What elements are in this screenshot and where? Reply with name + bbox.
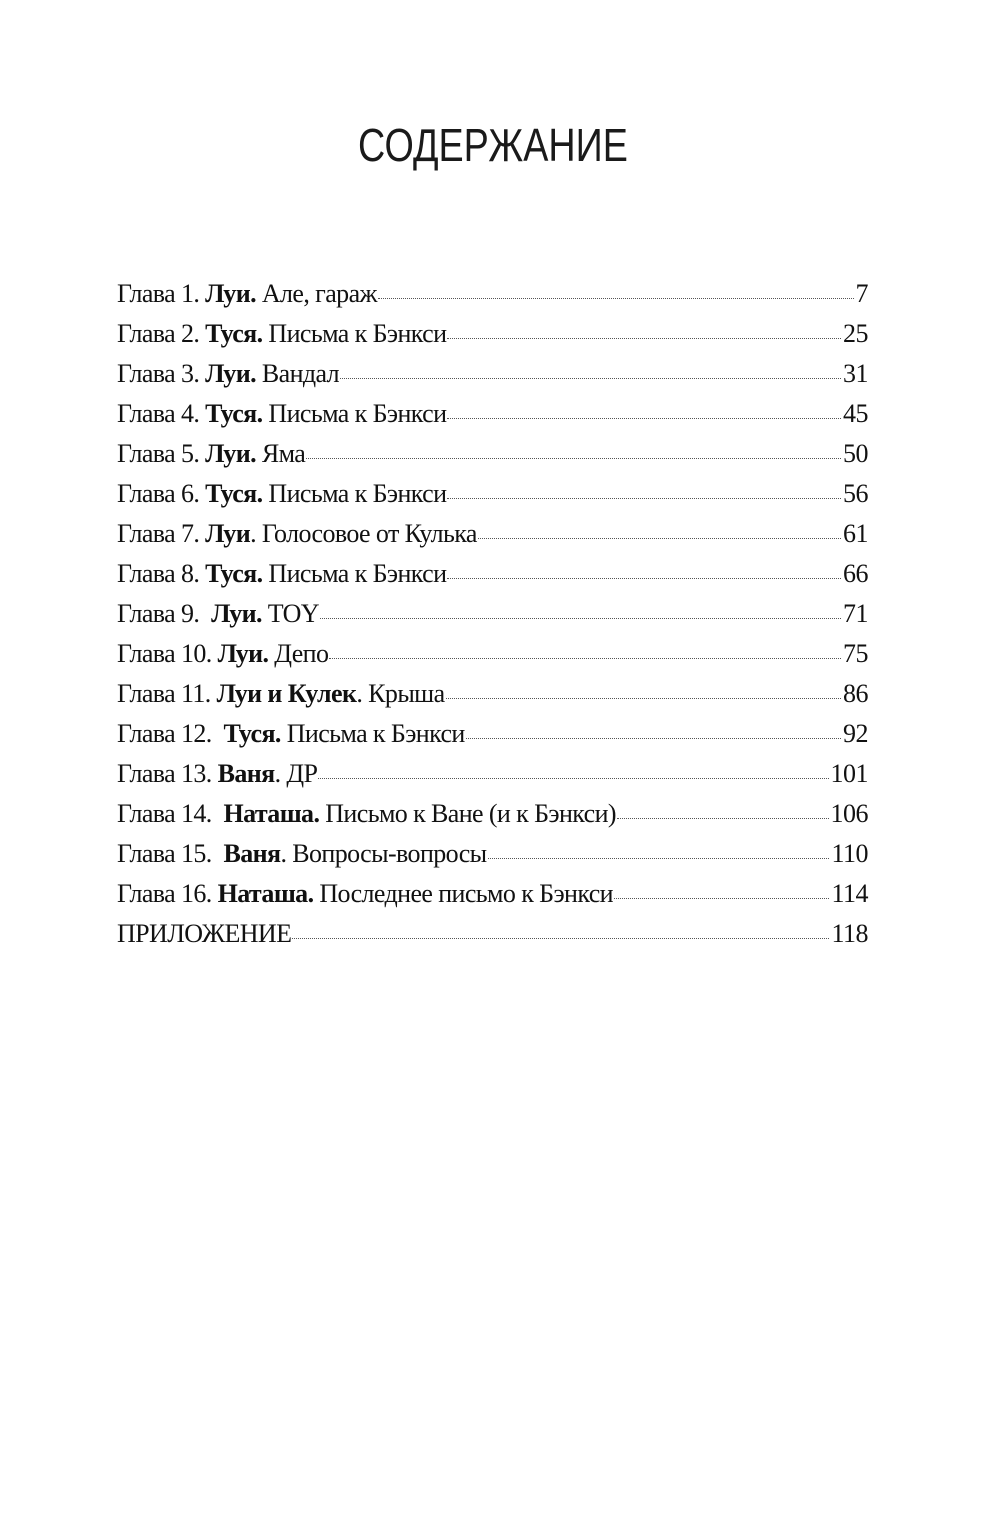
toc-entry[interactable] [117,479,868,519]
dot-leader [614,898,829,899]
chapter-number: Глава 4. [117,399,206,428]
toc-entry[interactable] [117,599,868,639]
toc-entry[interactable] [117,359,868,399]
chapter-number: Глава 16. [117,879,218,908]
chapter-name: . Вопросы-вопросы [280,839,487,868]
chapter-number: Глава 1. [117,279,206,308]
page-number: 56 [843,479,868,508]
chapter-number: Глава 10. [117,639,218,668]
chapter-name: . Крыша [356,679,445,708]
page-number: 66 [843,559,868,588]
toc-entry[interactable] [117,439,868,479]
entry-title [117,879,613,909]
entry-title [117,479,446,509]
narrator-name: Луи. [217,639,269,668]
narrator-name: Туся. [205,479,263,508]
chapter-number: Глава 6. [117,479,206,508]
entry-title [117,759,317,789]
dot-leader [447,338,841,339]
page-number: 50 [843,439,868,468]
entry-title [117,519,477,549]
toc-entry[interactable] [117,719,868,759]
chapter-name: . ДР [274,759,318,788]
page-number: 114 [831,879,868,908]
toc-entry[interactable] [117,839,868,879]
narrator-name: Луи. [211,599,262,628]
chapter-number: Глава 9. [117,599,212,628]
page-number: 7 [855,279,868,308]
page-number: 31 [843,359,868,388]
entry-title [117,599,319,629]
page-number: 61 [843,519,868,548]
page-number: 118 [831,919,868,948]
chapter-number: Глава 3. [117,359,206,388]
narrator-name: Туся. [205,559,263,588]
page-title: СОДЕРЖАНИЕ [358,119,628,171]
entry-title [117,439,305,469]
chapter-name: Депо [268,639,329,668]
chapter-name: Письмо к Ване (и к Бэнкси) [319,799,616,828]
dot-leader [617,818,829,819]
page-number: 71 [843,599,868,628]
narrator-name: Наташа. [217,879,314,908]
chapter-name: TOY [261,599,319,628]
toc-entry[interactable] [117,399,868,439]
narrator-name: Туся. [205,319,263,348]
dot-leader [329,658,841,659]
narrator-name: Луи и Кулек [216,679,357,708]
chapter-name: Письма к Бэнкси [280,719,465,748]
chapter-number: Глава 15. [117,839,224,868]
chapter-name: Письма к Бэнкси [262,479,447,508]
dot-leader [466,738,841,739]
dot-leader [292,938,829,939]
page-number: 75 [843,639,868,668]
narrator-name: Луи [205,519,251,548]
toc-entry[interactable] [117,799,868,839]
page-number: 106 [830,799,868,828]
dot-leader [446,698,841,699]
toc-entry[interactable] [117,639,868,679]
toc-entry[interactable] [117,759,868,799]
chapter-number: Глава 14. [117,799,224,828]
chapter-name: Последнее письмо к Бэнкси [313,879,613,908]
toc-entry[interactable] [117,679,868,719]
entry-title [117,639,328,669]
page-number: 45 [843,399,868,428]
entry-title [117,359,339,389]
toc-entry[interactable] [117,319,868,359]
entry-title [117,399,446,429]
narrator-name: Луи. [205,359,256,388]
chapter-name: Письма к Бэнкси [262,559,447,588]
dot-leader [478,538,841,539]
chapter-number: Глава 8. [117,559,206,588]
entry-title [117,919,291,949]
entry-title [117,559,446,589]
narrator-name: Туся. [205,399,263,428]
entry-title [117,319,446,349]
toc-entry[interactable] [117,879,868,919]
narrator-name: Луи. [205,439,256,468]
chapter-name: Письма к Бэнкси [262,399,447,428]
page-number: 101 [830,759,868,788]
narrator-name: Наташа. [223,799,320,828]
chapter-number: Глава 2. [117,319,206,348]
page-number: 86 [843,679,868,708]
dot-leader [488,858,830,859]
toc-entry[interactable] [117,919,868,959]
entry-title [117,279,377,309]
page-number: 92 [843,719,868,748]
chapter-name: . Голосовое от Кулька [250,519,477,548]
chapter-name: Вандал [255,359,340,388]
dot-leader [318,778,828,779]
dot-leader [320,618,841,619]
narrator-name: Ваня [217,759,275,788]
entry-title [117,719,465,749]
dot-leader [447,578,841,579]
dot-leader [447,418,841,419]
chapter-number: Глава 11. [117,679,217,708]
narrator-name: Туся. [223,719,281,748]
narrator-name: Луи. [205,279,256,308]
chapter-name: Але, гараж [255,279,377,308]
narrator-name: Ваня [223,839,281,868]
entry-title [117,799,616,829]
entry-title [117,839,487,869]
dot-leader [340,378,841,379]
dot-leader [378,298,854,299]
dot-leader [447,498,841,499]
chapter-name: Письма к Бэнкси [262,319,447,348]
toc-entry[interactable] [117,519,868,559]
chapter-number: Глава 13. [117,759,218,788]
table-of-contents [117,279,868,959]
chapter-number: ПРИЛОЖЕНИЕ [117,919,292,948]
toc-entry[interactable] [117,279,868,319]
chapter-number: Глава 7. [117,519,206,548]
toc-entry[interactable] [117,559,868,599]
chapter-number: Глава 5. [117,439,206,468]
chapter-number: Глава 12. [117,719,224,748]
page-number: 110 [831,839,868,868]
entry-title [117,679,445,709]
chapter-name: Яма [255,439,306,468]
dot-leader [306,458,841,459]
page-number: 25 [843,319,868,348]
